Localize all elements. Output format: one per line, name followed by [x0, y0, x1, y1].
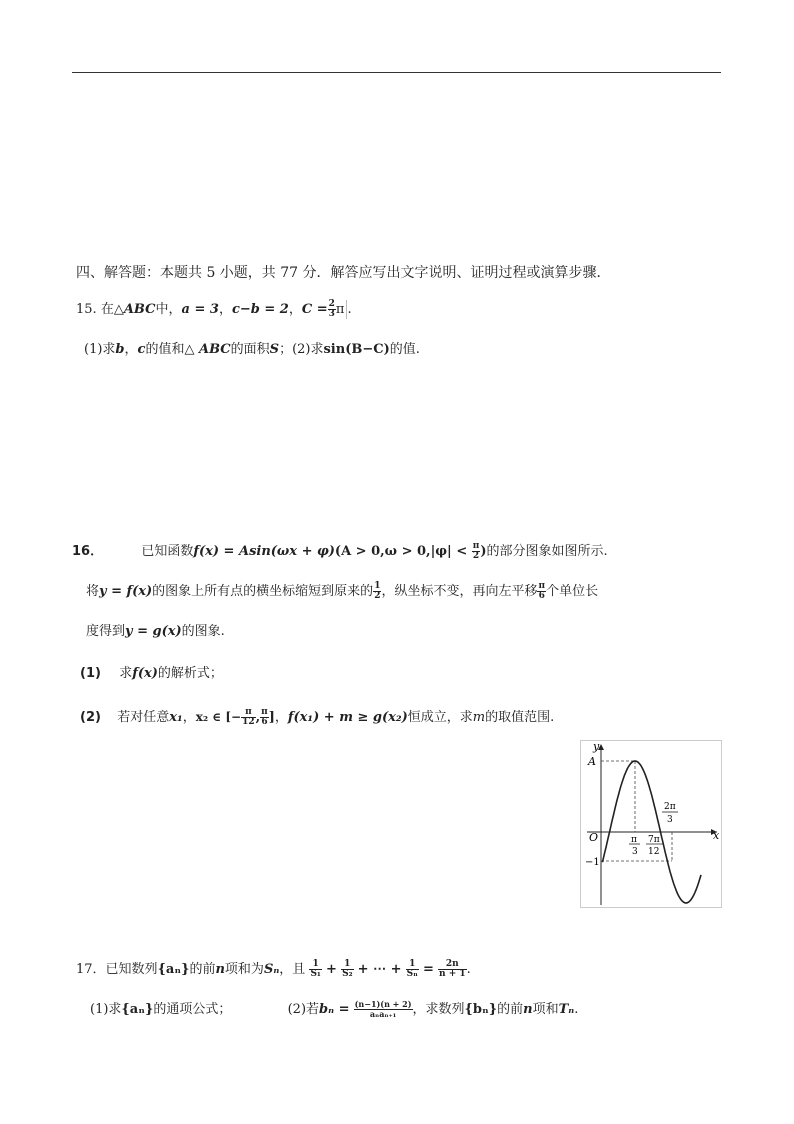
question-17-parts: (1)求{aₙ}的通项公式； (2)若bₙ = $\frac{(n-1)(n + 2)}{\text{aₙaₙ₊₁}}$ ，求数列{bₙ}的前n项和Tₙ. — [90, 999, 579, 1019]
tick-pi-over-3-den: 3 — [632, 847, 638, 857]
angle-c-condition: C = $\frac{2}{3}$ π — [302, 300, 348, 319]
question-17-stem: 17．已知数列{aₙ}的前n项和为Sₙ，且 $\frac{1}{\text{S₁}}$ + $\frac{1}{\text{S₂}}$ + ⋯ + $\frac{1}{\text{Sₙ}}$ = $\frac{2n}{n + 1}$ . — [76, 959, 471, 979]
question-number: 16． — [72, 544, 104, 559]
fraction: $\frac{(n-1)(n + 2)}{\text{aₙaₙ₊₁}}$ — [354, 999, 412, 1019]
tick-7pi-over-12-den: 12 — [648, 847, 660, 857]
tick-2pi-over-3-num: 2π — [664, 802, 676, 812]
sine-graph-figure — [580, 740, 722, 908]
tick-pi-over-3-num: π — [631, 835, 637, 845]
question-16-stem: 16． 已知函数f(x) = Asin(ωx + φ)(A > 0,ω > 0,|φ| < $\frac{\pi}{2}$ )的部分图象如图所示. — [72, 541, 608, 561]
tick-7pi-over-12-num: 7π — [648, 835, 660, 845]
amplitude-label: A — [588, 755, 596, 768]
question-16-line-3: 度得到y = g(x)的图象. — [86, 624, 225, 639]
question-16-part-2: (2) 若对任意x₁，x₂ ∈ [− $\frac{\pi}{12}$ , $\frac{\pi}{6}$ ]，f(x₁) + m ≥ g(x₂)恒成立，求m的取值范围. — [80, 707, 555, 727]
fraction: $\frac{1}{\text{Sₙ}}$ — [406, 959, 418, 979]
fraction: $\frac{\pi}{2}$ — [472, 541, 480, 561]
section-heading: 四、解答题：本题共 5 小题，共 77 分．解答应写出文字说明、证明过程或演算步骤． — [76, 265, 611, 281]
fraction: $\frac{1}{\text{S₁}}$ — [310, 959, 321, 979]
sine-graph — [581, 741, 721, 907]
fraction: $\frac{2}{3}$ — [328, 299, 335, 319]
question-15-stem: 15. 在△ABC中，a = 3，c−b = 2，C = $\frac{2}{3}$ π . — [76, 299, 352, 319]
question-16-part-1: (1) 求f(x)的解析式； — [80, 666, 223, 681]
fraction: $\frac{\pi}{6}$ — [538, 581, 546, 601]
fraction: $\frac{2n}{n + 1}$ — [439, 959, 466, 979]
tick-2pi-over-3-den: 3 — [667, 815, 673, 825]
fraction: $\frac{1}{\text{S₂}}$ — [342, 959, 353, 979]
fraction: $\frac{1}{2}$ — [374, 581, 381, 601]
top-rule — [72, 72, 721, 73]
fraction: $\frac{\pi}{12}$ — [242, 707, 255, 727]
question-15-parts: (1)求b，c的值和△ ABC的面积S；(2)求sin(B−C)的值. — [84, 342, 420, 357]
x-axis-label: x — [713, 829, 720, 842]
question-16-line-2: 将y = f(x)的图象上所有点的横坐标缩短到原来的 $\frac{1}{2}$ ，纵坐标不变，再向左平移 $\frac{\pi}{6}$ 个单位长 — [86, 581, 599, 601]
y-axis-label: y — [593, 741, 600, 753]
minus-one-label: −1 — [585, 857, 600, 868]
origin-label: O — [589, 831, 599, 844]
question-number: 15. — [76, 302, 97, 317]
question-number: 17． — [76, 962, 106, 977]
fraction: $\frac{\pi}{6}$ — [261, 707, 268, 727]
